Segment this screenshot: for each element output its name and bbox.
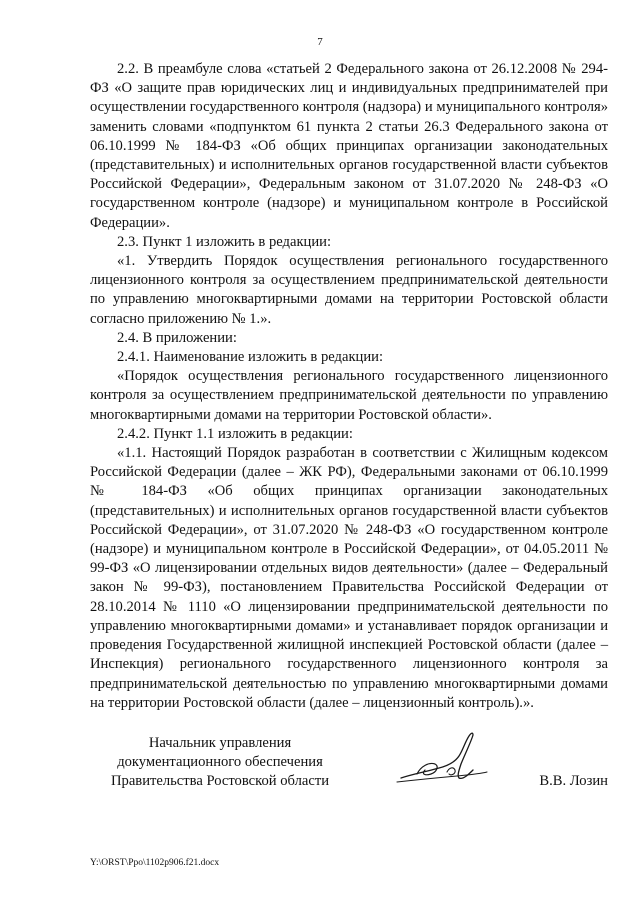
signatory-name: В.В. Лозин	[539, 773, 608, 789]
signature-block	[90, 734, 608, 804]
paragraph-2-4-2-text: «1.1. Настоящий Порядок разработан в соответствии с Жилищным кодексом Российской Федерации (далее – ЖК РФ), Федеральными законами от 06.10.1999 № 184-ФЗ «Об общих принципах организации законодательных (представительных) и исполнительных органов государственной власти субъектов Российской Федерации», от 31.07.2020 № 248-ФЗ «О государственном контроле (надзоре) и муниципальном контроле в Российской Федерации», от 04.05.2011 № 99-ФЗ «О лицензировании отдельных видов деятельности» (далее – Федеральный закон № 99-ФЗ), постановлением Правительства Российской Федерации от 28.10.2014 № 1110 «О лицензировании предпринимательской деятельности по управлению многоквартирными домами» и устанавливает порядок организации и проведения Государственной жилищной инспекцией Ростовской области (далее – Инспекция) регионального государственного лицензионного контроля за предпринимательской деятельностью по управлению многоквартирными домами на территории Ростовской области (далее – лицензионный контроль).».	[90, 445, 608, 711]
paragraph-2-4-2: 2.4.2. Пункт 1.1 изложить в редакции:	[117, 425, 353, 442]
paragraph-2-3-text: «1. Утвердить Порядок осуществления регионального государственного лицензионного контроля за осуществлением предпринимательской деятельности по управлению многоквартирными домами на территории Ростовской области согласно приложению № 1.».	[90, 253, 608, 327]
paragraph-2-4-1-text: «Порядок осуществления регионального государственного лицензионного контроля за осуществлением предпринимательской деятельности по управлению многоквартирными домами на территории Ростовской области».	[90, 368, 608, 423]
signatory-title-line: Начальник управления	[148, 735, 292, 751]
paragraph-2-4: 2.4. В приложении:	[117, 329, 237, 346]
signatory-title	[90, 734, 350, 792]
file-path: Y:\ORST\Ppo\1102p906.f21.docx	[90, 858, 220, 868]
document-body	[90, 60, 608, 713]
paragraph-2-3: 2.3. Пункт 1 изложить в редакции:	[117, 233, 332, 250]
paragraph-2-2: 2.2. В преамбуле слова «статьей 2 Федерального закона от 26.12.2008 № 294-ФЗ «О защите прав юридических лиц и индивидуальных предпринимателей при осуществлении государственного контроля (надзора) и муниципального контроля» заменить словами «подпунктом 61 пункта 2 статьи 26.3 Федерального закона от 06.10.1999 № 184-ФЗ «Об общих принципах организации законодательных (представительных) и исполнительных органов государственной власти субъектов Российской Федерации», Федеральным законом от 31.07.2020 № 248-ФЗ «О государственном контроле (надзоре) и муниципальном контроле в Российской Федерации».	[90, 61, 608, 231]
page-number: 7	[317, 36, 323, 48]
handwritten-signature	[395, 728, 490, 792]
paragraph-2-4-1: 2.4.1. Наименование изложить в редакции:	[117, 349, 384, 366]
signatory-title-line: Правительства Ростовской области	[110, 773, 330, 790]
signatory-title-line: документационного обеспечения	[117, 754, 323, 771]
